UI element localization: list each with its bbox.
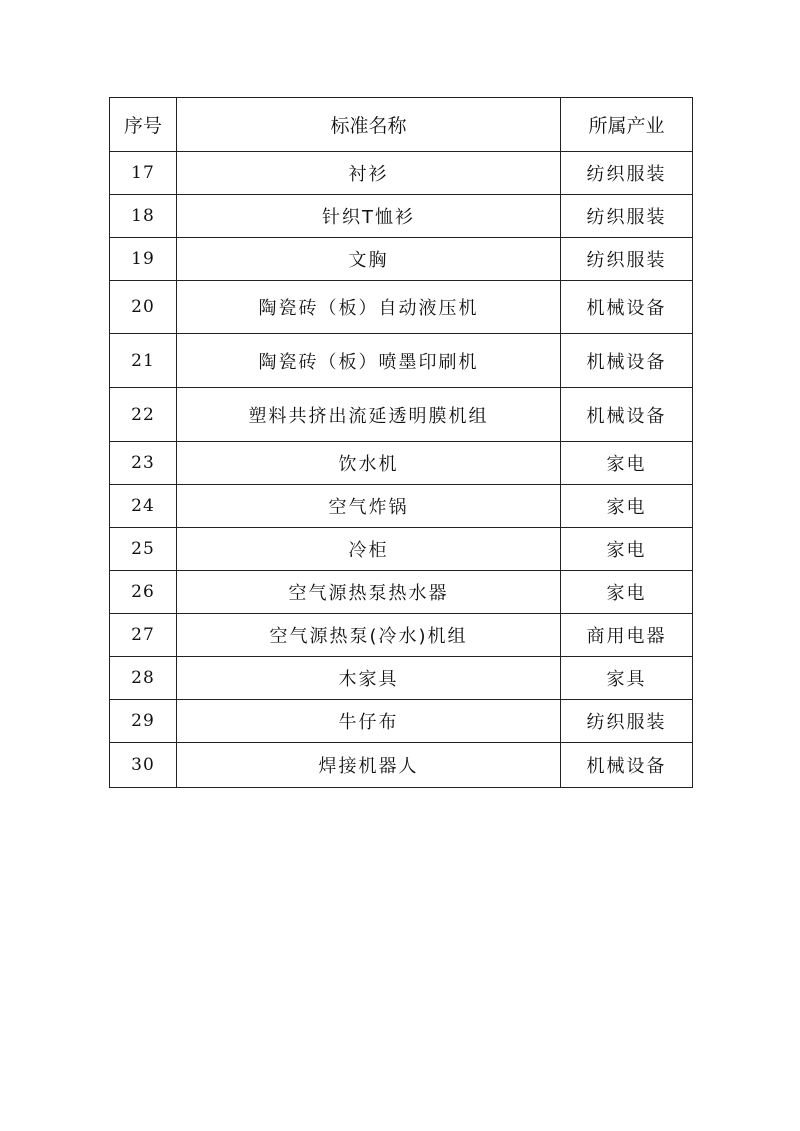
row-number: 21	[110, 334, 177, 388]
table-row	[110, 388, 693, 442]
row-number: 22	[110, 388, 177, 442]
table-row	[110, 614, 693, 657]
row-standard-name: 空气源热泵(冷水)机组	[177, 614, 561, 657]
table-row	[110, 657, 693, 700]
row-number: 24	[110, 485, 177, 528]
row-industry: 纺织服装	[561, 700, 693, 743]
table-row	[110, 442, 693, 485]
row-standard-name: 陶瓷砖（板）自动液压机	[177, 281, 561, 334]
row-industry: 商用电器	[561, 614, 693, 657]
row-standard-name: 饮水机	[177, 442, 561, 485]
row-number: 18	[110, 195, 177, 238]
table-row	[110, 152, 693, 195]
row-industry: 家电	[561, 571, 693, 614]
row-industry: 机械设备	[561, 388, 693, 442]
table-row	[110, 281, 693, 334]
row-number: 28	[110, 657, 177, 700]
row-standard-name: 衬衫	[177, 152, 561, 195]
table-row	[110, 485, 693, 528]
row-number: 25	[110, 528, 177, 571]
row-industry: 家具	[561, 657, 693, 700]
row-industry: 纺织服装	[561, 238, 693, 281]
row-standard-name: 牛仔布	[177, 700, 561, 743]
table-row	[110, 195, 693, 238]
row-industry: 家电	[561, 528, 693, 571]
table-row	[110, 528, 693, 571]
row-number: 20	[110, 281, 177, 334]
row-industry: 机械设备	[561, 281, 693, 334]
table-row	[110, 743, 693, 788]
table-row	[110, 700, 693, 743]
row-number: 19	[110, 238, 177, 281]
header-row	[110, 98, 693, 152]
row-standard-name: 空气源热泵热水器	[177, 571, 561, 614]
row-number: 23	[110, 442, 177, 485]
row-standard-name: 木家具	[177, 657, 561, 700]
header-serial-number: 序号	[110, 98, 177, 152]
header-industry: 所属产业	[561, 98, 693, 152]
row-industry: 机械设备	[561, 743, 693, 788]
row-industry: 纺织服装	[561, 152, 693, 195]
row-standard-name: 陶瓷砖（板）喷墨印刷机	[177, 334, 561, 388]
row-number: 17	[110, 152, 177, 195]
standards-table	[109, 97, 693, 788]
row-standard-name: 文胸	[177, 238, 561, 281]
row-number: 27	[110, 614, 177, 657]
row-industry: 机械设备	[561, 334, 693, 388]
row-industry: 家电	[561, 442, 693, 485]
table-row	[110, 334, 693, 388]
row-number: 29	[110, 700, 177, 743]
table-row	[110, 571, 693, 614]
header-standard-name: 标准名称	[177, 98, 561, 152]
table-row	[110, 238, 693, 281]
row-standard-name: 塑料共挤出流延透明膜机组	[177, 388, 561, 442]
table-header	[110, 98, 693, 152]
table-body	[110, 152, 693, 788]
row-number: 26	[110, 571, 177, 614]
row-standard-name: 冷柜	[177, 528, 561, 571]
row-industry: 家电	[561, 485, 693, 528]
row-standard-name: 针织T恤衫	[177, 195, 561, 238]
row-standard-name: 焊接机器人	[177, 743, 561, 788]
row-industry: 纺织服装	[561, 195, 693, 238]
row-number: 30	[110, 743, 177, 788]
row-standard-name: 空气炸锅	[177, 485, 561, 528]
